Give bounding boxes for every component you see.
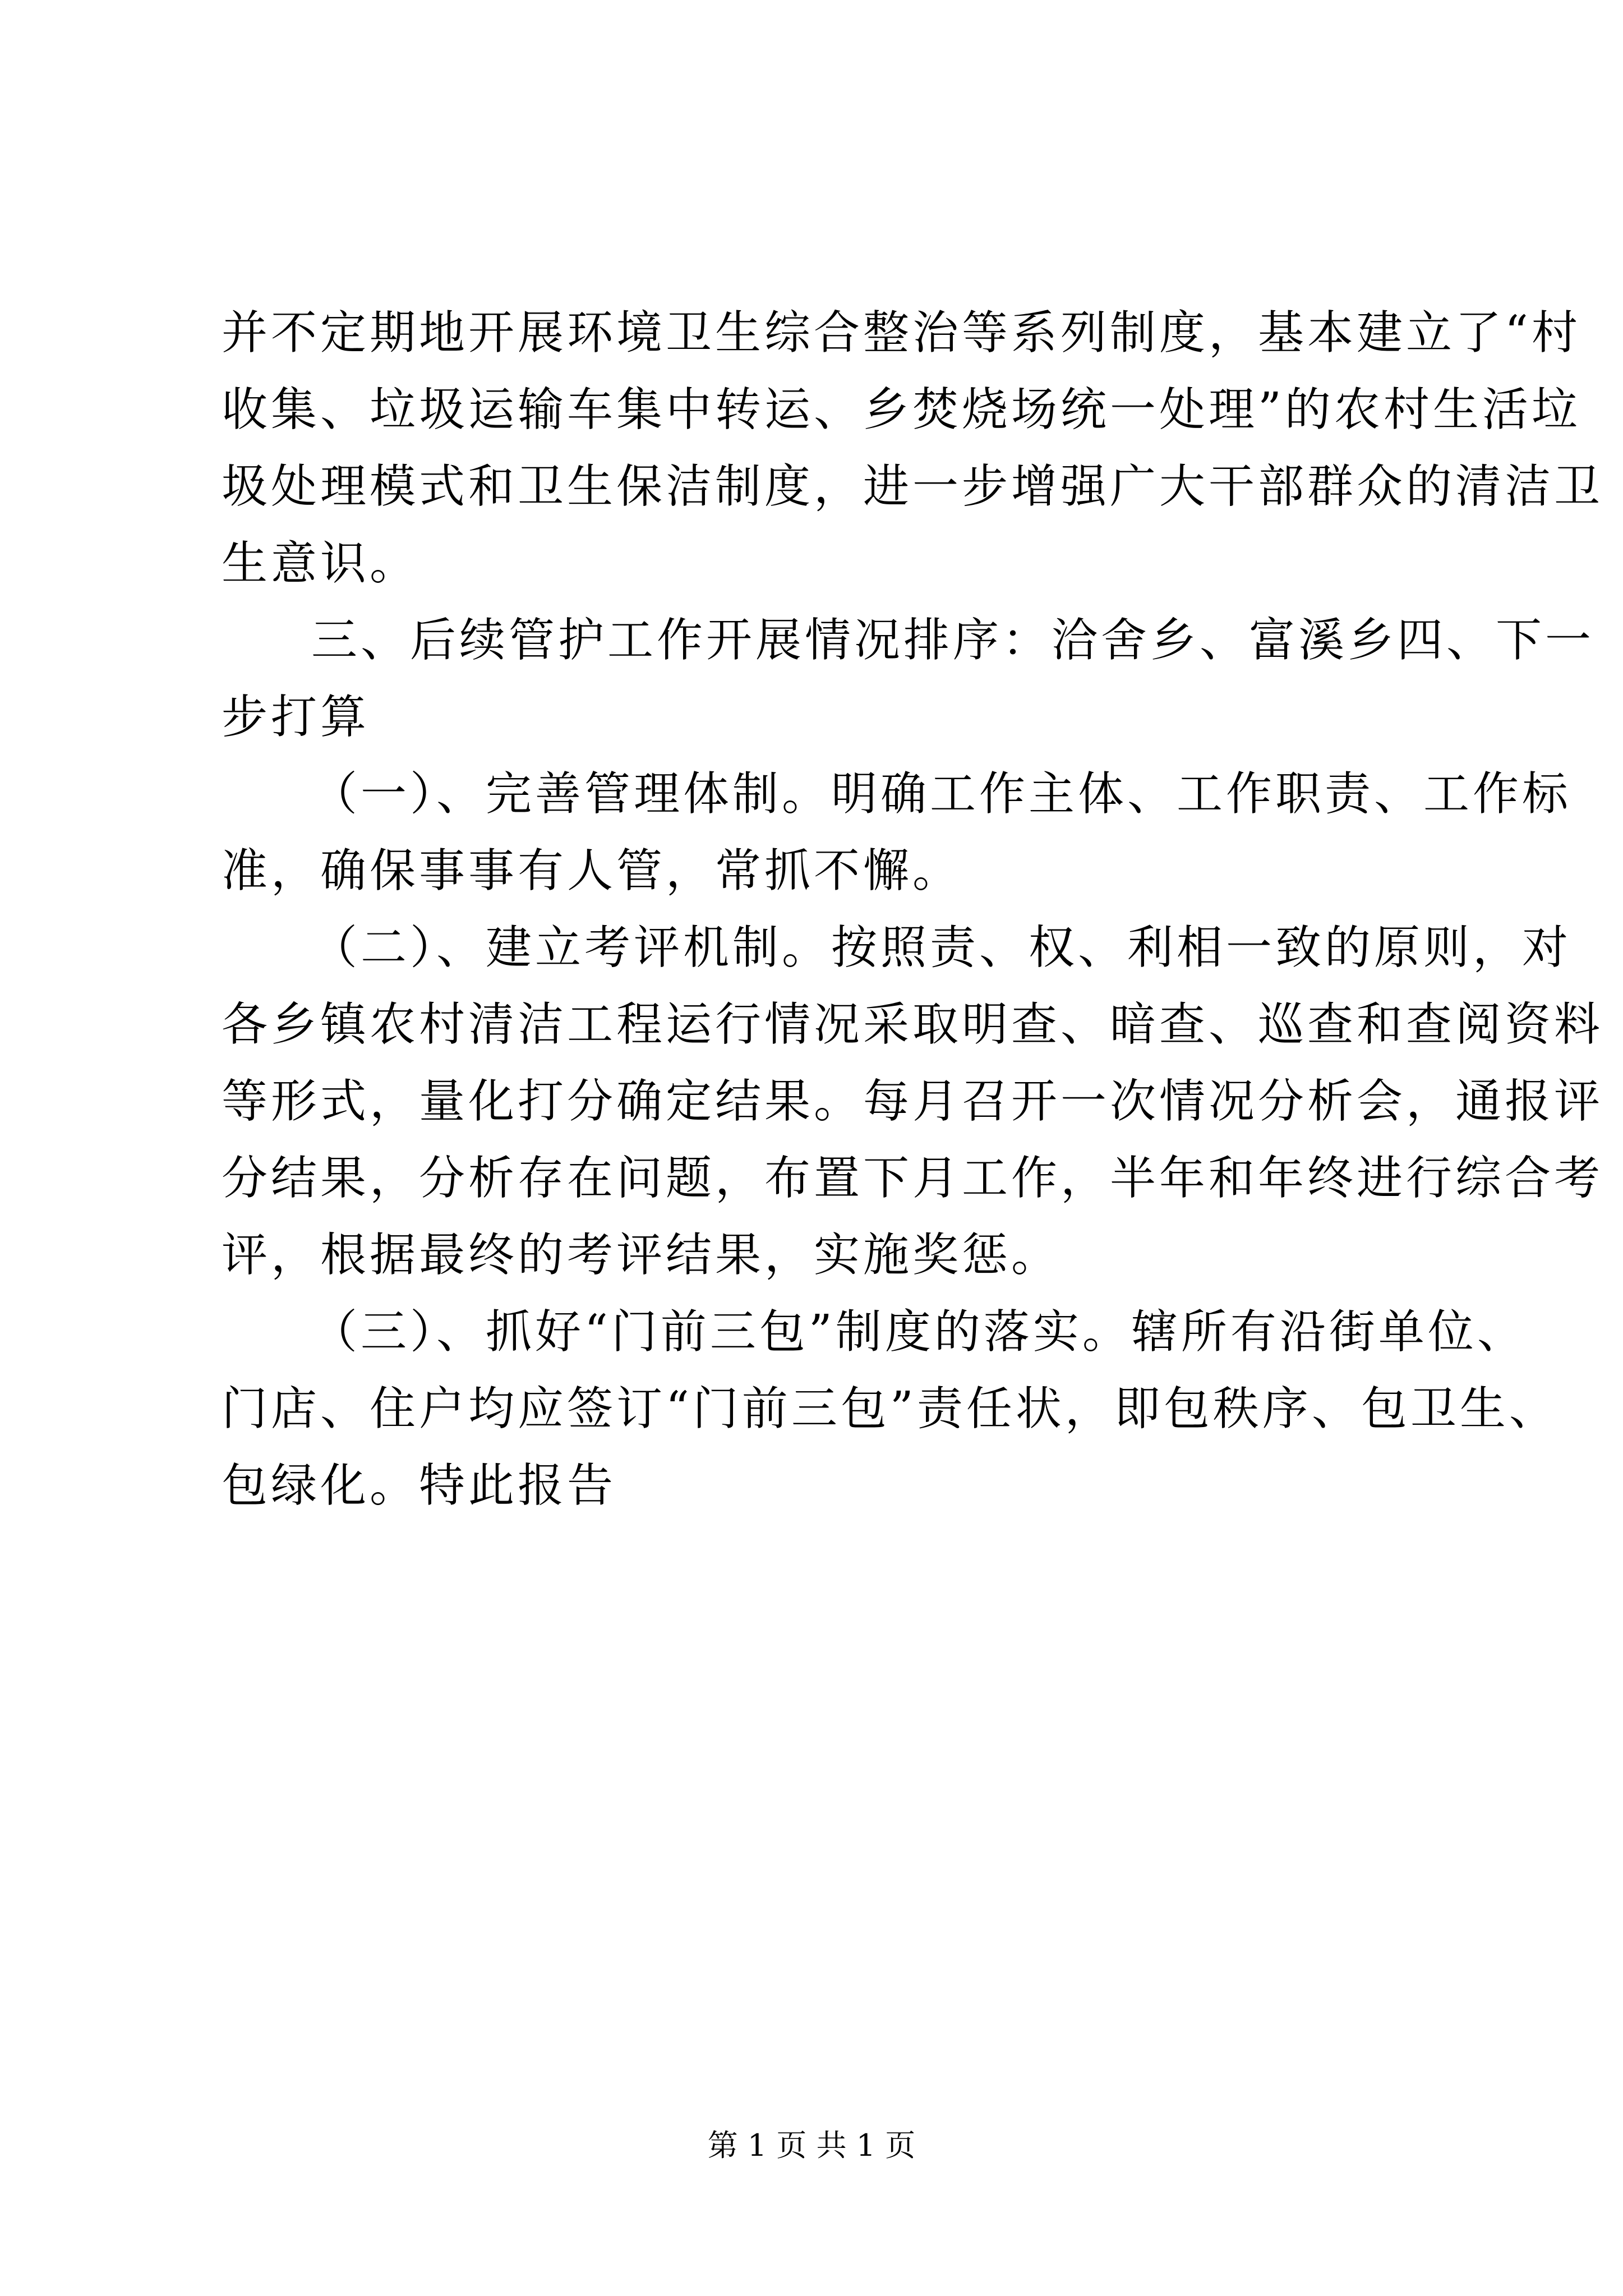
text-line: 等形式，量化打分确定结果。每月召开一次情况分析会，通报评 xyxy=(222,1075,1604,1128)
text-line: 并不定期地开展环境卫生综合整治等系列制度，基本建立了“村 xyxy=(222,306,1581,360)
text-line: 各乡镇农村清洁工程运行情况采取明查、暗查、巡查和查阅资料 xyxy=(222,998,1604,1051)
text-line: 生意识。 xyxy=(222,537,419,590)
text-line: 分结果，分析存在问题，布置下月工作，半年和年终进行综合考 xyxy=(222,1152,1604,1205)
section-heading-line: 三、后续管护工作开展情况排序：洽舍乡、富溪乡四、下一 xyxy=(311,614,1595,667)
text-line: 准，确保事事有人管，常抓不懈。 xyxy=(222,844,962,898)
text-line: 评，根据最终的考评结果，实施奖惩。 xyxy=(222,1228,1061,1282)
page-number-footer: 第 1 页 共 1 页 xyxy=(707,2128,916,2163)
paragraph-line: （二）、建立考评机制。按照责、权、利相一致的原则，对 xyxy=(311,921,1572,974)
paragraph-line: （一）、完善管理体制。明确工作主体、工作职责、工作标 xyxy=(311,767,1572,821)
paragraph-line: （三）、抓好“门前三包”制度的落实。辖所有沿街单位、 xyxy=(311,1305,1527,1359)
text-line: 门店、住户均应签订“门前三包”责任状，即包秩序、包卫生、 xyxy=(222,1382,1559,1435)
text-line: 收集、垃圾运输车集中转运、乡焚烧场统一处理”的农村生活垃 xyxy=(222,383,1581,436)
text-line: 圾处理模式和卫生保洁制度，进一步增强广大干部群众的清洁卫 xyxy=(222,460,1604,513)
document-body xyxy=(222,295,1604,1524)
text-line: 包绿化。特此报告 xyxy=(222,1459,617,1512)
text-line: 步打算 xyxy=(222,691,370,744)
